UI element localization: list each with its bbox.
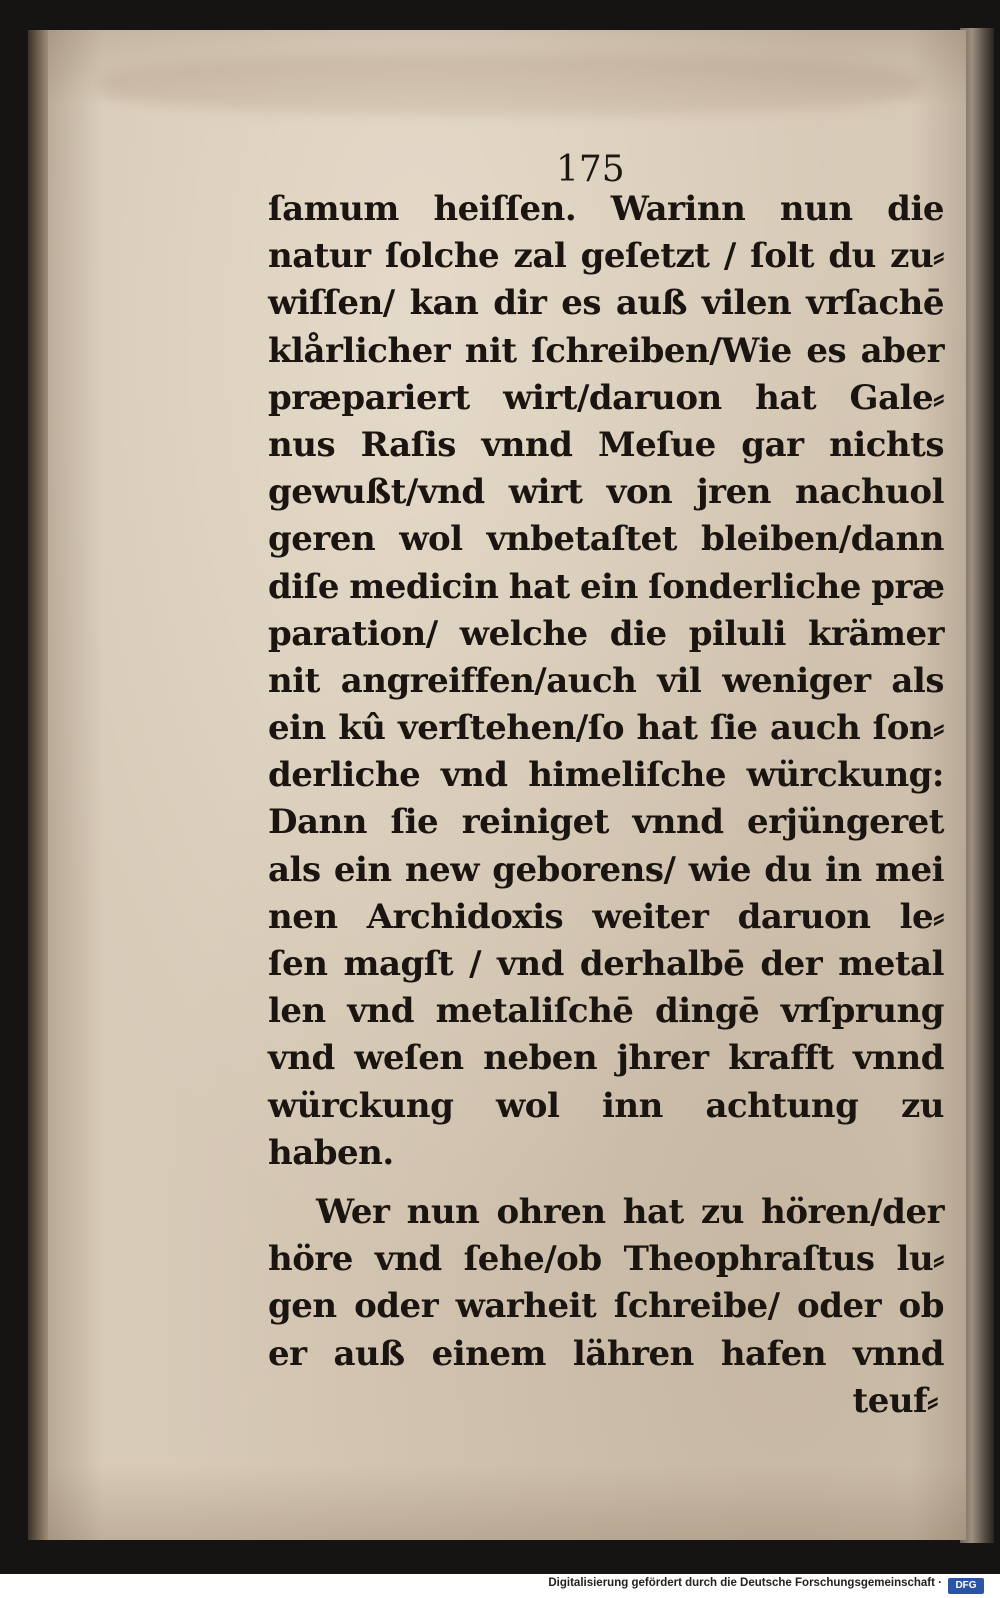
- text-line: ſamum heiſſen. Warinn nun die: [268, 189, 944, 229]
- text-line: paration/ welche die piluli krämer: [268, 613, 944, 654]
- funding-credit: Digitalisierung gefördert durch die Deutsche Forschungsgemeinschaft ·: [548, 1577, 942, 1589]
- text-line: præpariert wirt/daruon hat Gale⸗: [268, 377, 944, 418]
- text-line: Wer nun ohren hat zu hören/der: [316, 1191, 944, 1232]
- page-number: 175: [556, 149, 625, 190]
- text-line: als ein new geborens/ wie du in mei: [268, 849, 944, 890]
- dfg-logo: DFG: [948, 1578, 984, 1594]
- text-line: nen Archidoxis weiter daruon le⸗: [268, 896, 944, 937]
- text-line: diſe medicin hat ein ſonderliche præ: [268, 566, 945, 607]
- text-line: vnd weſen neben jhrer krafft vnnd: [268, 1038, 944, 1079]
- text-line: ſen magſt / vnd derhalbē der metal: [268, 944, 944, 984]
- text-line: klårlicher nit ſchreiben/Wie es aber: [268, 330, 944, 371]
- text-line: wiſſen/ kan dir es auß vilen vrſachē: [268, 283, 944, 324]
- catchword: teuf⸗: [852, 1380, 938, 1421]
- text-line: natur ſolche zal geſetzt / ſolt du zu⸗: [268, 236, 944, 277]
- text-line: höre vnd ſehe/ob Theophraſtus lu⸗: [268, 1239, 944, 1280]
- text-line: nit angreiffen/auch vil weniger als: [268, 660, 944, 701]
- paper-stain: [100, 55, 920, 115]
- text-line: ein kû verſtehen/ſo hat ſie auch ſon⸗: [268, 708, 944, 749]
- text-line: derliche vnd himeliſche würckung:: [268, 755, 944, 796]
- text-line: haben.: [268, 1132, 394, 1173]
- text-line: len vnd metaliſchē dingē vrſprung: [268, 991, 944, 1032]
- text-line: gewußt/vnd wirt von jren nachuol: [268, 472, 944, 513]
- text-line: würckung wol inn achtung zu: [268, 1085, 944, 1126]
- text-line: er auß einem lähren hafen vnnd: [268, 1333, 944, 1374]
- page-text: [268, 186, 944, 1425]
- text-line: geren wol vnbetaſtet bleiben/dann: [268, 519, 944, 560]
- paragraph-gap: [268, 1177, 944, 1189]
- text-line: Dann ſie reiniget vnnd erjüngeret: [268, 802, 944, 843]
- text-line: nus Raſis vnnd Meſue gar nichts: [268, 424, 944, 465]
- text-line: gen oder warheit ſchreibe/ oder ob: [268, 1286, 944, 1327]
